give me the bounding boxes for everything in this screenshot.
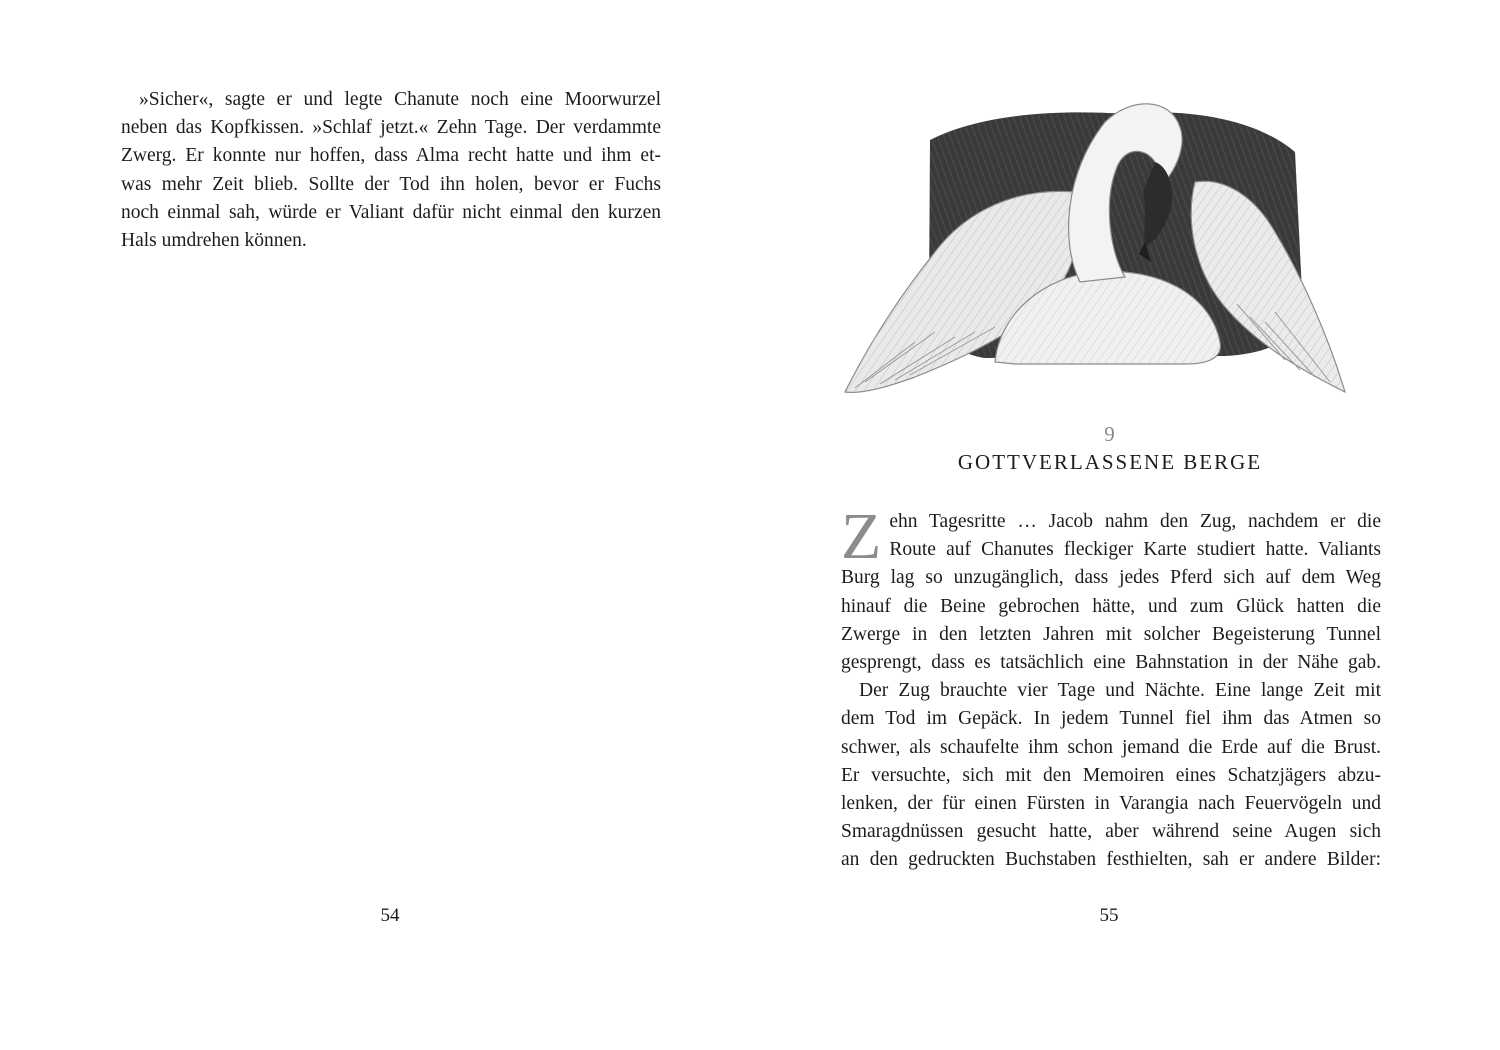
chapter-number: 9	[1104, 422, 1116, 446]
text-line: Smaragdnüssen gesucht hatte, aber während seine Augen sich	[841, 821, 1381, 843]
text-line: Burg lag so unzugänglich, dass jedes Pferd sich auf dem Weg	[841, 567, 1381, 589]
text-line: Der Zug brauchte vier Tage und Nächte. Eine lange Zeit mit	[859, 680, 1381, 702]
text-line: lenken, der für einen Fürsten in Varangia nach Feuervögeln und	[841, 792, 1381, 814]
text-line: Route auf Chanutes fleckiger Karte studiert hatte. Valiants	[889, 539, 1381, 561]
page-number: 55	[1099, 905, 1119, 926]
text-line: dem Tod im Gepäck. In jedem Tunnel fiel ihm das Atmen so	[841, 708, 1381, 730]
text-line: Zwerge in den letzten Jahren mit solcher Begeisterung Tunnel	[841, 623, 1381, 645]
text-line: Zwerg. Er konnte nur hoffen, dass Alma recht hatte und ihm et-	[121, 145, 661, 167]
text-line: schwer, als schaufelte ihm schon jemand die Erde auf die Brust.	[841, 736, 1381, 758]
text-line: ehn Tagesritte … Jacob nahm den Zug, nachdem er die	[889, 511, 1381, 532]
right-page	[750, 0, 1500, 1050]
drop-cap: Z	[841, 500, 882, 573]
text-line: an den gedruckten Buchstaben festhielten, sah er andere Bilder:	[841, 849, 1381, 871]
text-line: neben das Kopfkissen. »Schlaf jetzt.« Zehn Tage. Der verdammte	[121, 117, 661, 139]
text-line: gesprengt, dass es tatsächlich eine Bahnstation in der Nähe gab.	[841, 651, 1381, 673]
swan-illustration	[825, 92, 1365, 404]
text-line: noch einmal sah, würde er Valiant dafür nicht einmal den kurzen	[121, 201, 661, 223]
text-line: »Sicher«, sagte er und legte Chanute noch eine Moorwurzel	[139, 89, 661, 110]
right-paragraphs	[841, 500, 1381, 874]
text-line: hinauf die Beine gebrochen hätte, und zum Glück hatten die	[841, 595, 1381, 617]
chapter-title: GOTTVERLASSENE BERGE	[957, 450, 1263, 474]
page-number: 54	[380, 905, 400, 926]
left-paragraph	[121, 86, 661, 255]
text-line: Hals umdrehen können.	[121, 229, 307, 251]
text-line: was mehr Zeit blieb. Sollte der Tod ihn holen, bevor er Fuchs	[121, 173, 661, 195]
text-line: Er versuchte, sich mit den Memoiren eines Schatzjägers abzu-	[841, 764, 1381, 786]
